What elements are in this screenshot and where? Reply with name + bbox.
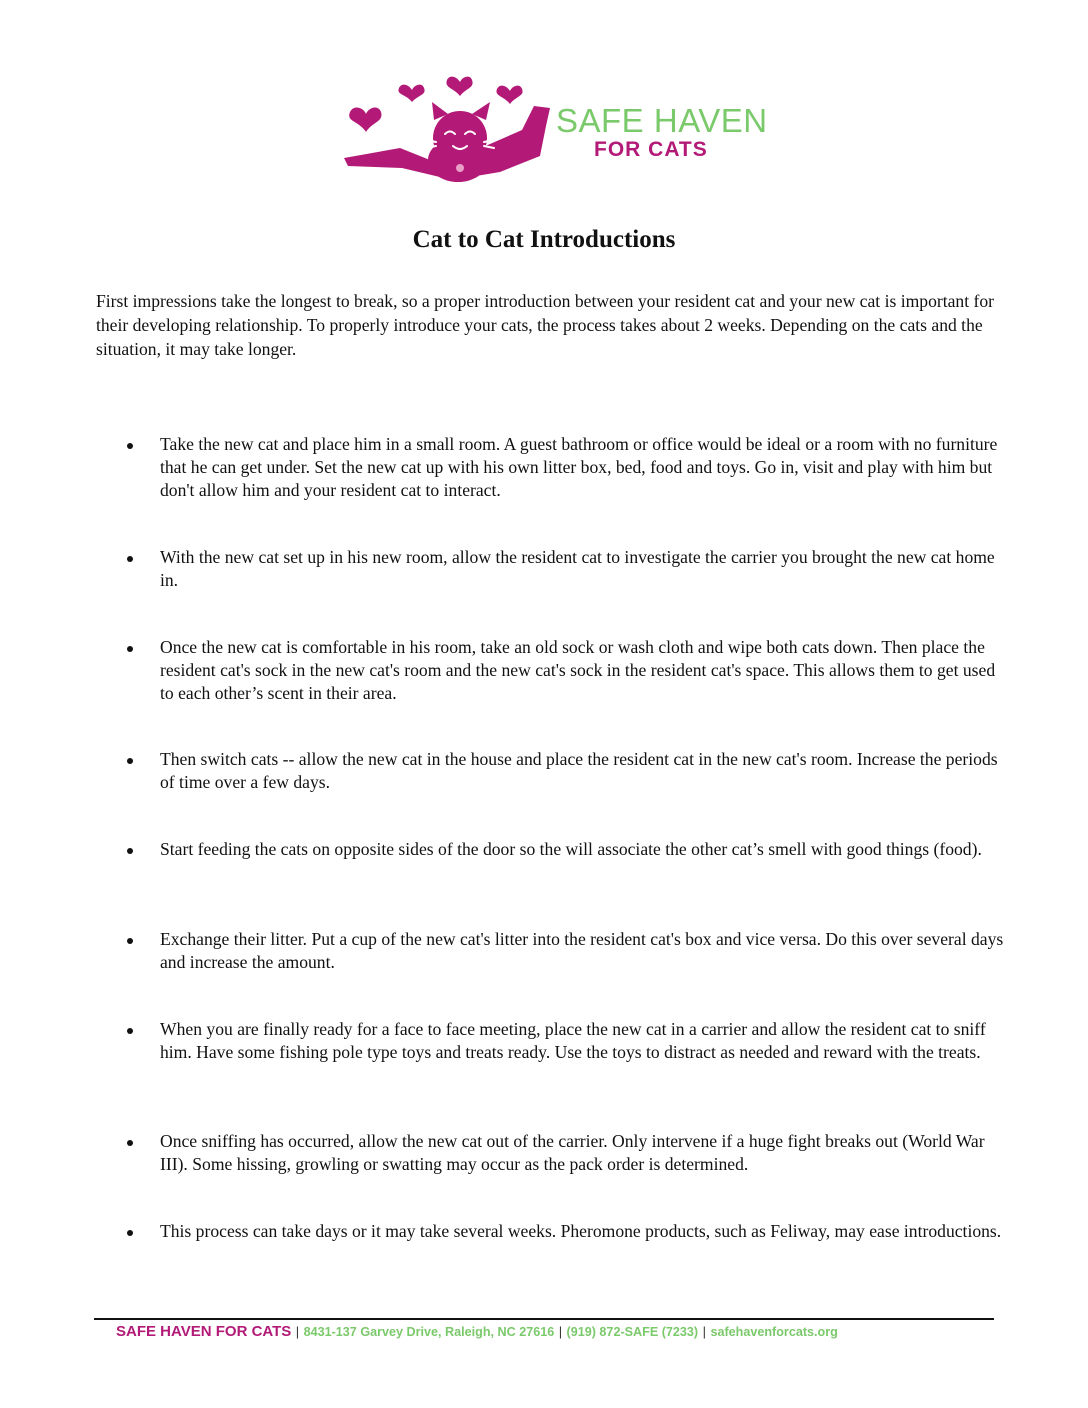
bullet-icon xyxy=(127,848,133,854)
list-item xyxy=(160,838,1010,861)
list-item xyxy=(160,546,1010,592)
bullet-icon xyxy=(127,938,133,944)
footer-phone: (919) 872-SAFE (7233) xyxy=(566,1325,699,1339)
logo-line-1: SAFE HAVEN xyxy=(556,102,768,139)
cat-hearts-logo-icon xyxy=(340,68,556,200)
list-item-text: Then switch cats -- allow the new cat in the house and place the resident cat in the new cat's room. Increase the periods of time over a few days. xyxy=(160,749,998,792)
footer xyxy=(116,1323,996,1341)
list-item-text: Once sniffing has occurred, allow the new cat out of the carrier. Only intervene if a huge fight breaks out (World War III). Some hissing, growling or swatting may occur as the pack order is determined. xyxy=(160,1131,985,1174)
bullet-icon xyxy=(127,646,133,652)
bullet-icon xyxy=(127,758,133,764)
list-item-text: Start feeding the cats on opposite sides of the door so the will associate the other cat’s smell with good things (food). xyxy=(160,839,982,859)
footer-separator: | xyxy=(295,1324,300,1339)
bullet-icon xyxy=(127,443,133,449)
list-item xyxy=(160,1130,1010,1176)
page-title: Cat to Cat Introductions xyxy=(412,226,676,253)
list-item-text: With the new cat set up in his new room, allow the resident cat to investigate the carrier you brought the new cat home in. xyxy=(160,547,995,590)
bullet-icon xyxy=(127,1140,133,1146)
logo xyxy=(340,68,768,200)
footer-org-name: SAFE HAVEN FOR CATS xyxy=(116,1323,292,1340)
logo-line-2: FOR CATS xyxy=(594,138,708,161)
list-item xyxy=(160,433,1010,502)
list-item-text: Once the new cat is comfortable in his room, take an old sock or wash cloth and wipe both cats down. Then place the resident cat's sock in the new cat's room and the new cat's sock in the resident cat's space. This allows them to get used to each other’s scent in their area. xyxy=(160,637,996,703)
footer-website-link[interactable]: safehavenforcats.org xyxy=(710,1325,838,1339)
list-item-text: When you are finally ready for a face to face meeting, place the new cat in a carrier and allow the resident cat to sniff him. Have some fishing pole type toys and treats ready. Use the toys to distract as needed and reward with the treats. xyxy=(160,1019,986,1062)
list-item xyxy=(160,636,1010,705)
list-item xyxy=(160,1018,1010,1064)
list-item-text: Take the new cat and place him in a small room. A guest bathroom or office would be ideal or a room with no furniture that he can get under. Set the new cat up with his own litter box, bed, food and toys. Go in, visit and play with him but don't allow him and your resident cat to interact. xyxy=(160,434,998,500)
footer-divider xyxy=(94,1318,994,1320)
list-item xyxy=(160,748,1010,794)
list-item-text: Exchange their litter. Put a cup of the new cat's litter into the resident cat's box and vice versa. Do this over several days and increase the amount. xyxy=(160,929,1004,972)
footer-address: 8431-137 Garvey Drive, Raleigh, NC 27616 xyxy=(303,1325,555,1339)
bullet-icon xyxy=(127,556,133,562)
footer-separator: | xyxy=(702,1324,706,1339)
list-item xyxy=(160,1220,1010,1243)
intro-paragraph: First impressions take the longest to break, so a proper introduction between your resident cat and your new cat is important for their developing relationship. To properly introduce your cats, the process takes about 2 weeks. Depending on the cats and the situation, it may take longer. xyxy=(96,291,995,359)
footer-separator: | xyxy=(558,1324,563,1339)
bullet-icon xyxy=(127,1230,133,1236)
bullet-icon xyxy=(127,1028,133,1034)
list-item-text: This process can take days or it may take several weeks. Pheromone products, such as Feliway, may ease introductions. xyxy=(160,1221,1002,1241)
list-item xyxy=(160,928,1010,974)
